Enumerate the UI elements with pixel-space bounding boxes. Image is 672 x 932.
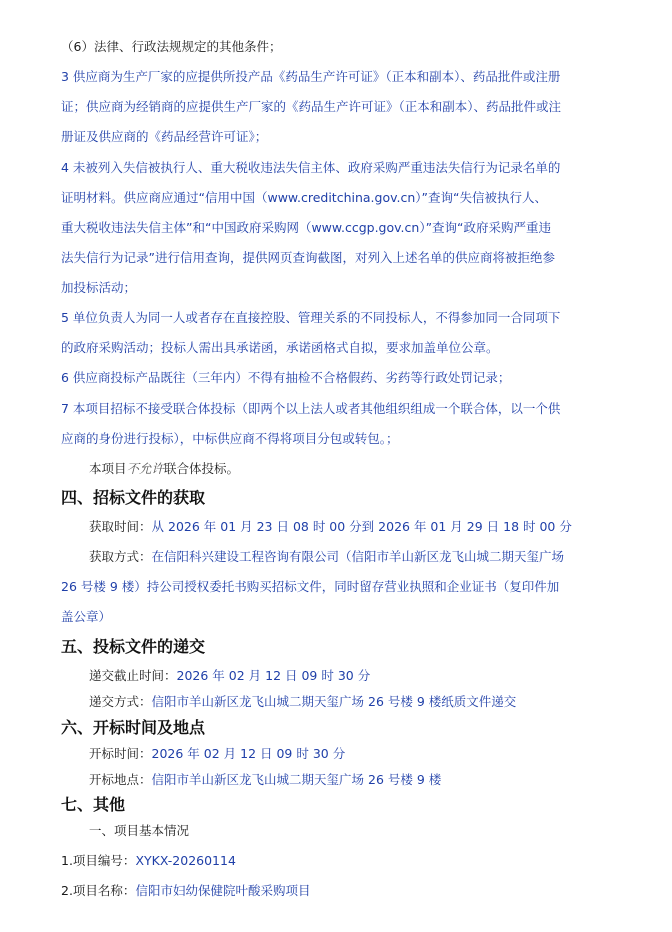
item3-line2: 证；供应商为经销商的应提供生产厂家的《药品生产许可证》（正本和副本）、药品批件或注 [61,99,562,114]
bid-doc-time [89,513,609,541]
item4-line2: 证明材料。供应商应通过“信用中国（www.creditchina.gov.cn）”查询“失信被执行人、 [61,190,548,205]
section-4-heading: 四、招标文件的获取 [61,488,206,507]
opening-place [89,766,609,794]
qualification-item-6: 6 供应商投标产品既往（三年内）不得有抽检不合格假药、劣药等行政处罚记录； [61,370,511,385]
submission-deadline-label: 递交截止时间： [89,668,177,683]
submission-deadline [89,662,609,690]
bid-doc-time-value: 从 2026 年 01 月 23 日 08 时 00 分到 2026 年 01 月 29 日 18 时 00 分 [151,519,572,534]
section-5-heading: 五、投标文件的递交 [61,637,206,656]
opening-time-value: 2026 年 02 月 12 日 09 时 30 分 [151,746,346,761]
submission-method-label: 递交方式： [89,694,152,709]
opening-place-label: 开标地点： [89,772,152,787]
project-basic-info-heading: 一、项目基本情况 [89,823,190,838]
item3-line1: 3 供应商为生产厂家的应提供所投产品《药品生产许可证》（正本和副本）、药品批件或注册 [61,69,561,84]
qualification-item-6-law: （6）法律、行政法规规定的其他条件； [61,39,282,54]
item4-line1: 4 未被列入失信被执行人、重大税收违法失信主体、政府采购严重违法失信行为记录名单的 [61,160,561,175]
opening-time [89,740,609,768]
item3-line3: 册证及供应商的《药品经营许可证》； [61,129,268,144]
bid-doc-method-line2: 26 号楼 9 楼）持公司授权委托书购买招标文件，同时留存营业执照和企业证书（复印件加 [61,579,560,594]
item5-line1: 5 单位负责人为同一人或者存在直接控股、管理关系的不同投标人，不得参加同一合同项下 [61,310,561,325]
bid-doc-method-line3: 盖公章） [61,609,112,624]
section-6-heading: 六、开标时间及地点 [61,718,206,737]
submission-method-value: 信阳市羊山新区龙飞山城二期天玺广场 26 号楼 9 楼纸质文件递交 [151,694,517,709]
project-name [61,877,609,905]
bid-doc-time-label: 获取时间： [89,519,152,534]
project-name-label: 2.项目名称： [61,883,136,898]
project-number-value: XYKX-20260114 [135,853,236,868]
project-number-label: 1.项目编号： [61,853,136,868]
consortium-suffix: 联合体投标。 [164,461,240,476]
submission-deadline-value: 2026 年 02 月 12 日 09 时 30 分 [176,668,371,683]
opening-place-value: 信阳市羊山新区龙飞山城二期天玺广场 26 号楼 9 楼 [151,772,442,787]
item7-line2: 应商的身份进行投标），中标供应商不得将项目分包或转包。； [61,431,399,446]
opening-time-label: 开标时间： [89,746,152,761]
bid-doc-method-line1: 在信阳科兴建设工程咨询有限公司（信阳市羊山新区龙飞山城二期天玺广场 [151,549,565,564]
item7-line1: 7 本项目招标不接受联合体投标（即两个以上法人或者其他组织组成一个联合体，以一个供 [61,401,561,416]
project-name-value: 信阳市妇幼保健院叶酸采购项目 [135,883,311,898]
item4-line3: 重大税收违法失信主体”和“中国政府采购网（www.ccgp.gov.cn）”查询“政府采购严重违 [61,220,552,235]
item5-line2: 的政府采购活动；投标人需出具承诺函，承诺函格式自拟，要求加盖单位公章。 [61,340,499,355]
consortium-prefix: 本项目 [89,461,127,476]
bid-doc-method-label: 获取方式： [89,549,152,564]
item4-line4: 法失信行为记录”进行信用查询，提供网页查询截图，对列入上述名单的供应商将被拒绝参 [61,250,555,265]
section-7-heading: 七、其他 [61,795,126,814]
consortium-value: 不允许 [126,461,165,476]
project-number [61,847,609,875]
bid-doc-method [89,543,609,571]
consortium-statement [89,455,609,483]
submission-method [89,688,609,716]
item4-line5: 加投标活动； [61,280,137,295]
